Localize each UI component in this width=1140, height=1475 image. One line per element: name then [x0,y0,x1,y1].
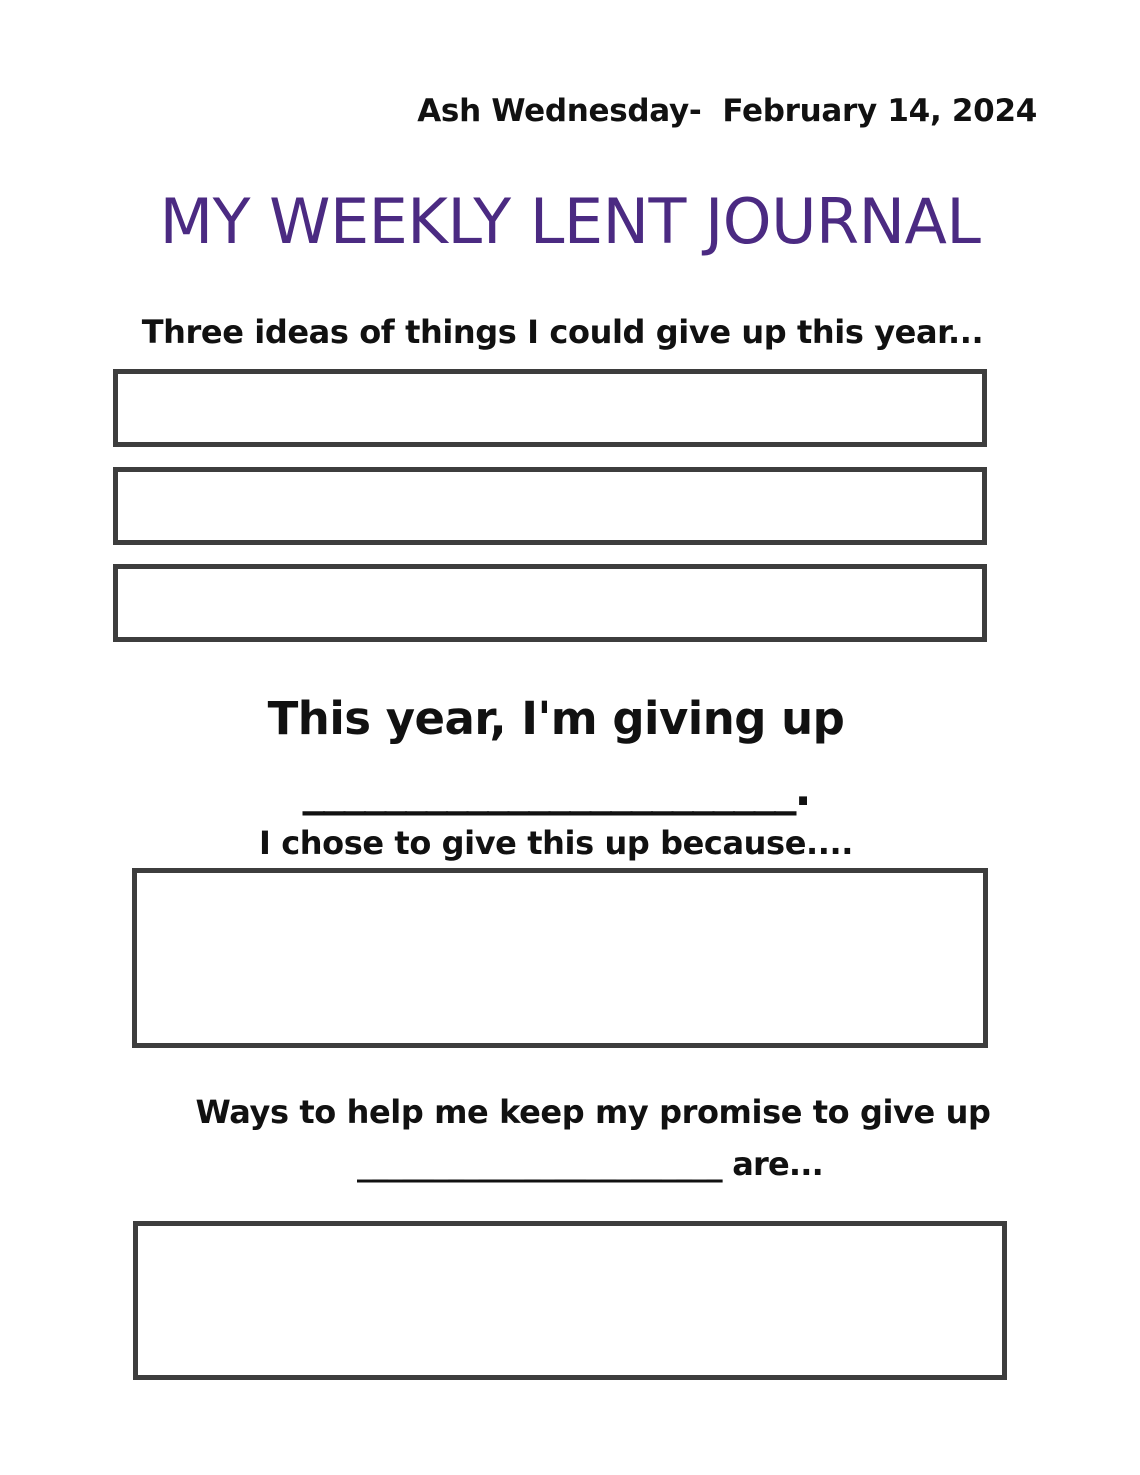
ways-box[interactable] [133,1221,1007,1380]
idea-box-2[interactable] [113,467,987,545]
giving-up-blank-line[interactable]: ________________________. [302,763,810,816]
ideas-heading: Three ideas of things I could give up this year... [141,313,984,351]
idea-box-3[interactable] [113,564,987,642]
ways-heading-blank-line[interactable]: ________________________ are... [357,1145,823,1183]
date-line: Ash Wednesday- February 14, 2024 [417,93,1037,129]
giving-up-heading: This year, I'm giving up [267,692,845,745]
because-box[interactable] [132,868,988,1048]
page-title: MY WEEKLY LENT JOURNAL [159,185,981,258]
because-heading: I chose to give this up because.... [258,824,854,862]
idea-box-1[interactable] [113,369,987,447]
ways-heading: Ways to help me keep my promise to give up [195,1093,991,1131]
